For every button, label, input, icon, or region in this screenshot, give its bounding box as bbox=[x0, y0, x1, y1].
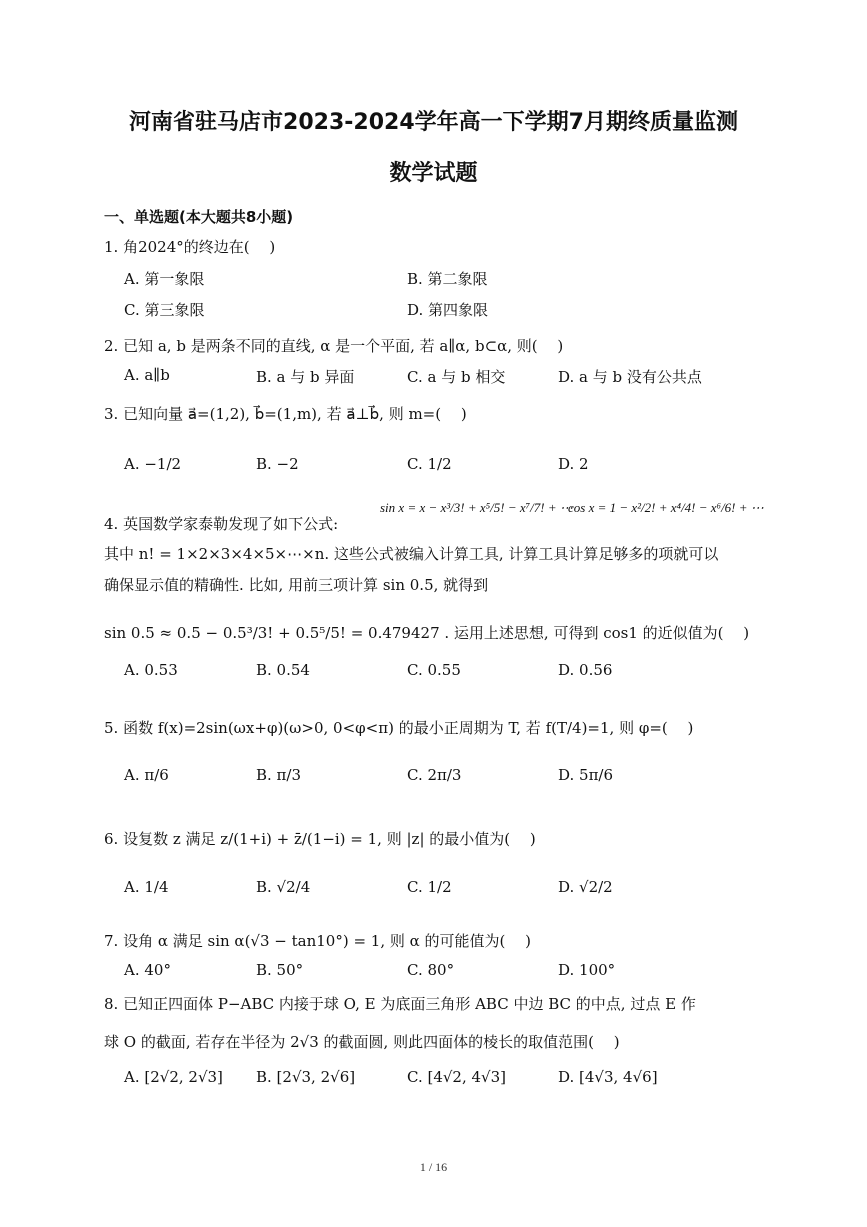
question-7-stem: 7. 设角 α 满足 sin α(√3 − tan10°) = 1, 则 α 的可能值为( ) bbox=[104, 932, 532, 950]
exam-title: 河南省驻马店市2023-2024学年高一下学期7月期终质量监测 bbox=[129, 110, 738, 135]
q5-option-b: B. π/3 bbox=[256, 766, 302, 784]
q4-option-a: A. 0.53 bbox=[124, 661, 178, 679]
q2-option-a: A. a∥b bbox=[124, 366, 170, 384]
question-1-stem: 1. 角2024°的终边在( ) bbox=[104, 238, 276, 256]
question-8-text-b: 球 O 的截面, 若存在半径为 2√3 的截面圆, 则此四面体的棱长的取值范围( ) bbox=[104, 1033, 620, 1051]
formula-sin-taylor: sin x = x − x³/3! + x⁵/5! − x⁷/7! + ⋯ bbox=[380, 500, 573, 515]
q6-option-d: D. √2/2 bbox=[558, 878, 613, 896]
q8-option-b: B. [2√3, 2√6] bbox=[256, 1068, 356, 1086]
q2-option-d: D. a 与 b 没有公共点 bbox=[558, 368, 702, 386]
q6-option-b: B. √2/4 bbox=[256, 878, 311, 896]
q8-option-d: D. [4√3, 4√6] bbox=[558, 1068, 658, 1086]
question-4-intro: 4. 英国数学家泰勒发现了如下公式: bbox=[104, 515, 339, 533]
q5-option-c: C. 2π/3 bbox=[407, 766, 462, 784]
q1-option-d: D. 第四象限 bbox=[407, 301, 489, 319]
question-3-stem: 3. 已知向量 a⃗=(1,2), b⃗=(1,m), 若 a⃗⊥b⃗, 则 m=( ) bbox=[104, 405, 467, 423]
q4-option-d: D. 0.56 bbox=[558, 661, 613, 679]
question-6-stem: 6. 设复数 z 满足 z/(1+i) + z̄/(1−i) = 1, 则 |z| 的最小值为( ) bbox=[104, 830, 536, 848]
q1-option-a: A. 第一象限 bbox=[124, 270, 205, 288]
q1-option-b: B. 第二象限 bbox=[407, 270, 488, 288]
question-2-stem: 2. 已知 a, b 是两条不同的直线, α 是一个平面, 若 a∥α, b⊂α, 则( ) bbox=[104, 337, 564, 355]
question-4-text-b: 其中 n! = 1×2×3×4×5×⋯×n. 这些公式被编入计算工具, 计算工具计算足够多的项就可以 bbox=[104, 545, 719, 563]
page-number: 1 / 16 bbox=[419, 1160, 448, 1174]
q5-option-a: A. π/6 bbox=[124, 766, 169, 784]
exam-subtitle: 数学试题 bbox=[389, 161, 478, 186]
q5-option-d: D. 5π/6 bbox=[558, 766, 614, 784]
q6-option-c: C. 1/2 bbox=[407, 878, 452, 896]
q7-option-b: B. 50° bbox=[256, 961, 304, 979]
q3-option-c: C. 1/2 bbox=[407, 455, 452, 473]
q7-option-a: A. 40° bbox=[124, 961, 171, 979]
formula-cos-taylor: cos x = 1 − x²/2! + x⁴/4! − x⁶/6! + ⋯ bbox=[568, 500, 764, 515]
q6-option-a: A. 1/4 bbox=[124, 878, 169, 896]
q8-option-a: A. [2√2, 2√3] bbox=[124, 1068, 223, 1086]
q3-option-b: B. −2 bbox=[256, 455, 299, 473]
q4-option-c: C. 0.55 bbox=[407, 661, 461, 679]
q8-option-c: C. [4√2, 4√3] bbox=[407, 1068, 507, 1086]
q2-option-b: B. a 与 b 异面 bbox=[256, 368, 355, 386]
q2-option-c: C. a 与 b 相交 bbox=[407, 368, 506, 386]
q3-option-d: D. 2 bbox=[558, 455, 589, 473]
question-5-stem: 5. 函数 f(x)=2sin(ωx+φ)(ω>0, 0<φ<π) 的最小正周期为 T, 若 f(T/4)=1, 则 φ=( ) bbox=[104, 719, 694, 737]
q7-option-d: D. 100° bbox=[558, 961, 616, 979]
question-4-text-c: 确保显示值的精确性. 比如, 用前三项计算 sin 0.5, 就得到 bbox=[104, 576, 489, 594]
q1-option-c: C. 第三象限 bbox=[124, 301, 205, 319]
section-heading: 一、单选题(本大题共8小题) bbox=[104, 208, 294, 226]
q7-option-c: C. 80° bbox=[407, 961, 455, 979]
question-4-text-d: sin 0.5 ≈ 0.5 − 0.5³/3! + 0.5⁵/5! = 0.479427 . 运用上述思想, 可得到 cos1 的近似值为( ) bbox=[104, 624, 750, 642]
question-8-text-a: 8. 已知正四面体 P−ABC 内接于球 O, E 为底面三角形 ABC 中边 BC 的中点, 过点 E 作 bbox=[104, 995, 696, 1013]
q4-option-b: B. 0.54 bbox=[256, 661, 310, 679]
q3-option-a: A. −1/2 bbox=[124, 455, 182, 473]
